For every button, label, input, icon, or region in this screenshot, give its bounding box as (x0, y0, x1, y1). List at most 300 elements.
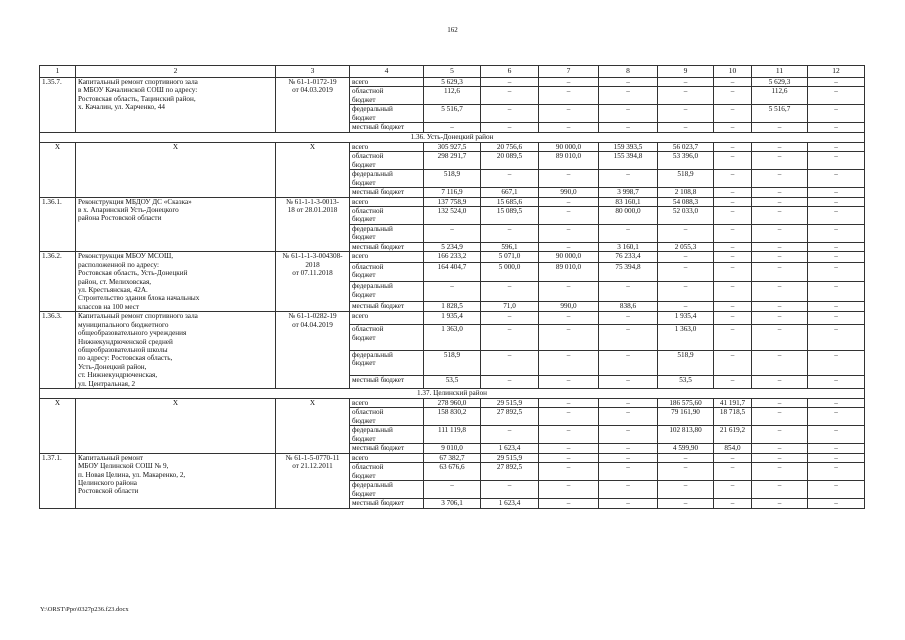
value-cell: – (539, 463, 599, 481)
value-cell: 518,9 (424, 170, 481, 188)
object-name: Реконструкция МБОУ МСОШ, расположенной по адресу: Ростовская область, Усть-Донецкий район, ст. Мелиховская, ул. Крестьянская, 42А. Строительство здания блока начальных классов на 100 мест (76, 252, 276, 312)
value-cell: 15 685,6 (481, 197, 539, 206)
value-cell: – (424, 123, 481, 132)
value-cell: – (808, 78, 865, 87)
value-cell: – (599, 170, 658, 188)
value-cell: – (424, 225, 481, 243)
value-cell: 137 758,9 (424, 197, 481, 206)
value-cell: – (539, 87, 599, 105)
budget-source-label: местный бюджет (350, 444, 424, 453)
value-cell: – (539, 408, 599, 426)
object-name: Х (76, 142, 276, 197)
value-cell: 76 233,4 (599, 252, 658, 262)
value-cell: 990,0 (539, 301, 599, 311)
document-ref: № 61-1-0282-19 от 04.04.2019 (276, 312, 350, 389)
value-cell: – (714, 225, 752, 243)
value-cell: – (808, 262, 865, 282)
item-number: 1.36.2. (40, 252, 76, 312)
value-cell: – (752, 252, 808, 262)
object-name: Реконструкция МБДОУ ДС «Сказка» в х. Апаринский Усть-Донецкого района Ростовской области (76, 197, 276, 252)
value-cell: 3 706,1 (424, 499, 481, 508)
value-cell: – (752, 481, 808, 499)
value-cell: – (752, 282, 808, 302)
value-cell: 20 089,5 (481, 152, 539, 170)
value-cell: – (599, 123, 658, 132)
item-number: 1.36.3. (40, 312, 76, 389)
budget-source-label: федеральный бюджет (350, 350, 424, 375)
value-cell: – (658, 463, 714, 481)
header-row (40, 66, 865, 78)
value-cell: – (599, 312, 658, 325)
value-cell: – (658, 225, 714, 243)
value-cell: 90 000,0 (539, 252, 599, 262)
value-cell: – (481, 123, 539, 132)
value-cell: – (539, 453, 599, 462)
value-cell: – (714, 197, 752, 206)
header-cell: 4 (350, 66, 424, 78)
budget-source-label: местный бюджет (350, 243, 424, 252)
value-cell: – (714, 463, 752, 481)
header-cell: 6 (481, 66, 539, 78)
value-cell: – (539, 225, 599, 243)
value-cell: – (808, 142, 865, 151)
value-cell: – (752, 262, 808, 282)
value-cell: 75 394,8 (599, 262, 658, 282)
budget-source-label: федеральный бюджет (350, 225, 424, 243)
value-cell: – (481, 87, 539, 105)
value-cell: 90 000,0 (539, 142, 599, 151)
document-ref: № 61-1-1-3-004308- 2018 от 07.11.2018 (276, 252, 350, 312)
value-cell: 1 623,4 (481, 499, 539, 508)
header-cell: 9 (658, 66, 714, 78)
value-cell: 5 516,7 (752, 105, 808, 123)
table-row (40, 78, 865, 87)
value-cell: 159 393,5 (599, 142, 658, 151)
value-cell: – (599, 453, 658, 462)
value-cell: 79 161,90 (658, 408, 714, 426)
value-cell: 4 599,90 (658, 444, 714, 453)
value-cell: 29 515,9 (481, 398, 539, 407)
value-cell: – (539, 207, 599, 225)
table-row (40, 252, 865, 262)
value-cell: – (808, 481, 865, 499)
value-cell: 1 935,4 (658, 312, 714, 325)
value-cell: – (599, 282, 658, 302)
budget-source-label: областной бюджет (350, 152, 424, 170)
header-cell: 5 (424, 66, 481, 78)
budget-source-label: местный бюджет (350, 123, 424, 132)
value-cell: – (599, 408, 658, 426)
value-cell: – (752, 408, 808, 426)
object-name: Капитальный ремонт МБОУ Целинской СОШ № 9, п. Новая Целина, ул. Макаренко, 2, Целинского района Ростовской области (76, 453, 276, 508)
document-ref: Х (276, 142, 350, 197)
value-cell: – (714, 252, 752, 262)
value-cell: 102 813,80 (658, 426, 714, 444)
value-cell: 15 089,5 (481, 207, 539, 225)
value-cell: – (714, 78, 752, 87)
value-cell: 111 119,8 (424, 426, 481, 444)
value-cell: – (424, 481, 481, 499)
object-name: Х (76, 398, 276, 453)
value-cell: – (808, 282, 865, 302)
value-cell: 89 010,0 (539, 152, 599, 170)
value-cell: – (714, 188, 752, 197)
value-cell: – (599, 225, 658, 243)
value-cell: – (808, 426, 865, 444)
budget-source-label: местный бюджет (350, 499, 424, 508)
value-cell: – (752, 243, 808, 252)
value-cell: – (714, 123, 752, 132)
value-cell: – (752, 426, 808, 444)
value-cell: – (714, 142, 752, 151)
value-cell: – (752, 188, 808, 197)
value-cell: – (752, 152, 808, 170)
value-cell: 1 363,0 (658, 325, 714, 350)
value-cell: – (599, 375, 658, 388)
header-cell: 12 (808, 66, 865, 78)
value-cell: 67 382,7 (424, 453, 481, 462)
value-cell: – (752, 375, 808, 388)
value-cell: – (752, 142, 808, 151)
value-cell: – (808, 444, 865, 453)
value-cell: 5 071,0 (481, 252, 539, 262)
budget-source-label: областной бюджет (350, 87, 424, 105)
value-cell: 56 023,7 (658, 142, 714, 151)
value-cell: – (752, 463, 808, 481)
value-cell: – (658, 499, 714, 508)
value-cell: – (752, 444, 808, 453)
budget-source-label: федеральный бюджет (350, 481, 424, 499)
value-cell: 18 718,5 (714, 408, 752, 426)
value-cell: 990,0 (539, 188, 599, 197)
value-cell: – (808, 398, 865, 407)
object-name: Капитальный ремонт спортивного зала в МБОУ Качалинской СОШ по адресу: Ростовская область, Тацинский район, х. Качалин, ул. Харченко, 44 (76, 78, 276, 133)
value-cell: – (714, 301, 752, 311)
value-cell: – (808, 243, 865, 252)
value-cell: 52 033,0 (658, 207, 714, 225)
document-ref: № 61-1-1-3-0013- 18 от 28.01.2018 (276, 197, 350, 252)
page-number: 162 (447, 26, 458, 34)
budget-table (39, 65, 865, 509)
value-cell: 5 629,3 (424, 78, 481, 87)
value-cell: 3 160,1 (599, 243, 658, 252)
value-cell: – (481, 282, 539, 302)
value-cell: – (714, 453, 752, 462)
value-cell: – (599, 87, 658, 105)
value-cell: – (808, 312, 865, 325)
value-cell: 29 515,9 (481, 453, 539, 462)
value-cell: – (658, 262, 714, 282)
value-cell: 838,6 (599, 301, 658, 311)
table-row (40, 197, 865, 206)
value-cell: – (599, 325, 658, 350)
budget-source-label: местный бюджет (350, 188, 424, 197)
value-cell: – (714, 87, 752, 105)
item-number: 1.37.1. (40, 453, 76, 508)
value-cell: 5 629,3 (752, 78, 808, 87)
value-cell: – (752, 170, 808, 188)
value-cell: – (714, 152, 752, 170)
value-cell: 112,6 (424, 87, 481, 105)
budget-source-label: всего (350, 142, 424, 151)
value-cell: – (808, 225, 865, 243)
value-cell: – (658, 481, 714, 499)
table-row (40, 312, 865, 325)
value-cell: – (599, 444, 658, 453)
header-cell: 8 (599, 66, 658, 78)
value-cell: – (752, 453, 808, 462)
value-cell: – (808, 207, 865, 225)
table-body (40, 66, 865, 509)
value-cell: 518,9 (658, 170, 714, 188)
value-cell: 298 291,7 (424, 152, 481, 170)
value-cell: – (808, 453, 865, 462)
budget-source-label: областной бюджет (350, 463, 424, 481)
value-cell: 278 960,0 (424, 398, 481, 407)
item-number: 1.35.7. (40, 78, 76, 133)
value-cell: – (658, 105, 714, 123)
value-cell: – (481, 426, 539, 444)
value-cell: – (714, 207, 752, 225)
header-cell: 11 (752, 66, 808, 78)
value-cell: 155 394,8 (599, 152, 658, 170)
section-row (40, 388, 865, 398)
value-cell: – (539, 123, 599, 132)
value-cell: 2 108,8 (658, 188, 714, 197)
value-cell: – (599, 398, 658, 407)
value-cell: – (714, 282, 752, 302)
value-cell: 27 892,5 (481, 463, 539, 481)
value-cell: – (658, 301, 714, 311)
value-cell: – (808, 499, 865, 508)
value-cell: – (808, 152, 865, 170)
value-cell: 7 116,9 (424, 188, 481, 197)
value-cell: – (714, 350, 752, 375)
value-cell: – (752, 301, 808, 311)
budget-source-label: федеральный бюджет (350, 426, 424, 444)
value-cell: – (481, 170, 539, 188)
header-cell: 1 (40, 66, 76, 78)
value-cell: 1 828,5 (424, 301, 481, 311)
value-cell: 5 000,0 (481, 262, 539, 282)
table-row (40, 142, 865, 151)
value-cell: – (808, 105, 865, 123)
value-cell: – (539, 105, 599, 123)
value-cell: – (599, 463, 658, 481)
value-cell: 518,9 (424, 350, 481, 375)
value-cell: – (658, 252, 714, 262)
value-cell: 2 055,3 (658, 243, 714, 252)
footer-file-path: Y:\ORST\Ppo\0327p236.f23.docx (40, 606, 129, 613)
value-cell: – (714, 375, 752, 388)
value-cell: – (599, 481, 658, 499)
value-cell: – (808, 188, 865, 197)
value-cell: 80 000,0 (599, 207, 658, 225)
value-cell: 41 191,7 (714, 398, 752, 407)
value-cell: – (539, 282, 599, 302)
value-cell: – (752, 207, 808, 225)
value-cell: – (481, 375, 539, 388)
value-cell: – (539, 243, 599, 252)
value-cell: – (539, 426, 599, 444)
budget-source-label: областной бюджет (350, 207, 424, 225)
value-cell: – (539, 444, 599, 453)
value-cell: 1 623,4 (481, 444, 539, 453)
value-cell: – (481, 312, 539, 325)
item-number: 1.36.1. (40, 197, 76, 252)
value-cell: 518,9 (658, 350, 714, 375)
value-cell: 1 363,0 (424, 325, 481, 350)
value-cell: – (599, 426, 658, 444)
value-cell: – (752, 123, 808, 132)
value-cell: – (539, 499, 599, 508)
value-cell: – (714, 481, 752, 499)
value-cell: – (752, 325, 808, 350)
value-cell: – (424, 282, 481, 302)
value-cell: – (481, 105, 539, 123)
value-cell: 158 830,2 (424, 408, 481, 426)
value-cell: 132 524,0 (424, 207, 481, 225)
value-cell: – (714, 312, 752, 325)
value-cell: – (481, 225, 539, 243)
value-cell: 53,5 (424, 375, 481, 388)
budget-source-label: федеральный бюджет (350, 282, 424, 302)
budget-source-label: всего (350, 453, 424, 462)
value-cell: 5 516,7 (424, 105, 481, 123)
value-cell: – (808, 123, 865, 132)
value-cell: – (658, 78, 714, 87)
value-cell: 54 088,3 (658, 197, 714, 206)
value-cell: 305 927,5 (424, 142, 481, 151)
value-cell: – (539, 170, 599, 188)
budget-source-label: местный бюджет (350, 301, 424, 311)
value-cell: 53 396,0 (658, 152, 714, 170)
budget-source-label: федеральный бюджет (350, 170, 424, 188)
value-cell: 112,6 (752, 87, 808, 105)
budget-source-label: всего (350, 197, 424, 206)
item-number: Х (40, 142, 76, 197)
value-cell: – (714, 262, 752, 282)
value-cell: 596,1 (481, 243, 539, 252)
value-cell: – (599, 499, 658, 508)
value-cell: – (714, 325, 752, 350)
section-title: 1.36. Усть-Донецкий район (40, 132, 865, 142)
value-cell: – (752, 350, 808, 375)
value-cell: – (599, 105, 658, 123)
value-cell: – (539, 375, 599, 388)
value-cell: 854,0 (714, 444, 752, 453)
value-cell: – (481, 325, 539, 350)
value-cell: – (539, 398, 599, 407)
value-cell: – (714, 499, 752, 508)
value-cell: – (808, 252, 865, 262)
item-number: Х (40, 398, 76, 453)
value-cell: 89 010,0 (539, 262, 599, 282)
section-title: 1.37. Целинский район (40, 388, 865, 398)
budget-source-label: областной бюджет (350, 325, 424, 350)
value-cell: 83 160,1 (599, 197, 658, 206)
value-cell: – (808, 197, 865, 206)
value-cell: – (658, 123, 714, 132)
section-row (40, 132, 865, 142)
value-cell: – (752, 197, 808, 206)
budget-source-label: всего (350, 252, 424, 262)
value-cell: – (539, 325, 599, 350)
value-cell: – (752, 499, 808, 508)
value-cell: 27 892,5 (481, 408, 539, 426)
value-cell: – (808, 87, 865, 105)
value-cell: 21 619,2 (714, 426, 752, 444)
value-cell: – (808, 375, 865, 388)
value-cell: – (599, 78, 658, 87)
value-cell: – (539, 350, 599, 375)
value-cell: 3 998,7 (599, 188, 658, 197)
budget-source-label: федеральный бюджет (350, 105, 424, 123)
budget-source-label: всего (350, 398, 424, 407)
value-cell: – (658, 87, 714, 105)
value-cell: – (539, 481, 599, 499)
value-cell: – (714, 105, 752, 123)
value-cell: – (808, 350, 865, 375)
value-cell: – (599, 350, 658, 375)
value-cell: – (808, 408, 865, 426)
value-cell: – (808, 301, 865, 311)
value-cell: – (714, 243, 752, 252)
value-cell: – (808, 325, 865, 350)
value-cell: 667,1 (481, 188, 539, 197)
budget-source-label: всего (350, 78, 424, 87)
value-cell: 53,5 (658, 375, 714, 388)
value-cell: – (752, 312, 808, 325)
value-cell: 71,0 (481, 301, 539, 311)
object-name: Капитальный ремонт спортивного зала муниципального бюджетного общеобразовательного учреждения Нижнекундрюченской средней общеобразовательной школы по адресу: Ростовская область, Усть-Донецкий район, ст. Нижнекундрюченская, ул. Центральная, 2 (76, 312, 276, 389)
document-ref: № 61-1-0172-19 от 04.03.2019 (276, 78, 350, 133)
value-cell: – (539, 197, 599, 206)
value-cell: – (752, 225, 808, 243)
value-cell: – (658, 282, 714, 302)
value-cell: 166 233,2 (424, 252, 481, 262)
value-cell: – (539, 312, 599, 325)
value-cell: – (539, 78, 599, 87)
value-cell: 164 404,7 (424, 262, 481, 282)
value-cell: 20 756,6 (481, 142, 539, 151)
value-cell: 186 575,60 (658, 398, 714, 407)
document-ref: Х (276, 398, 350, 453)
value-cell: – (808, 463, 865, 481)
value-cell: 63 676,6 (424, 463, 481, 481)
header-cell: 2 (76, 66, 276, 78)
value-cell: 1 935,4 (424, 312, 481, 325)
value-cell: – (752, 398, 808, 407)
header-cell: 10 (714, 66, 752, 78)
document-ref: № 61-1-5-0770-11 от 21.12.2011 (276, 453, 350, 508)
header-cell: 7 (539, 66, 599, 78)
header-cell: 3 (276, 66, 350, 78)
budget-source-label: областной бюджет (350, 262, 424, 282)
table-row (40, 453, 865, 462)
value-cell: – (808, 170, 865, 188)
value-cell: – (658, 453, 714, 462)
table-row (40, 398, 865, 407)
budget-source-label: областной бюджет (350, 408, 424, 426)
value-cell: 5 234,9 (424, 243, 481, 252)
value-cell: – (714, 170, 752, 188)
value-cell: 9 010,0 (424, 444, 481, 453)
budget-source-label: всего (350, 312, 424, 325)
value-cell: – (481, 78, 539, 87)
value-cell: – (481, 481, 539, 499)
value-cell: – (481, 350, 539, 375)
